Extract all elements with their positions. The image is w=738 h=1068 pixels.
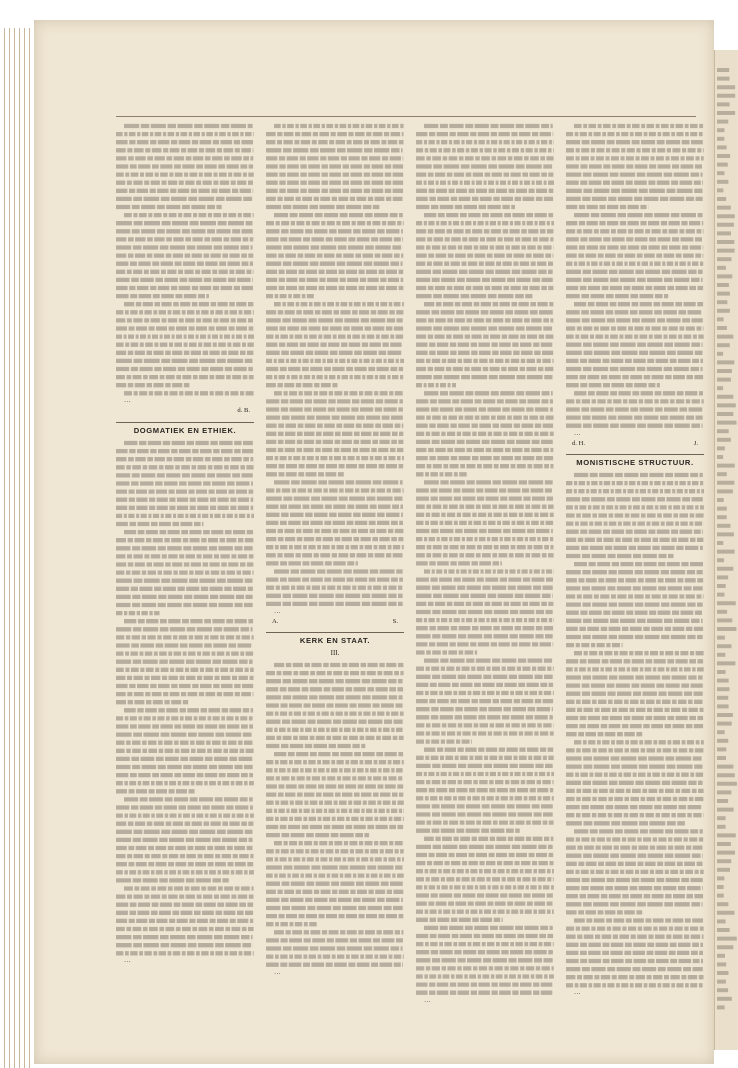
kerk-col3-text: … — [424, 996, 431, 1004]
body-text-lines — [416, 122, 554, 997]
heading-kerk-en-staat: KERK EN STAAT. — [266, 632, 404, 645]
column-1 — [116, 122, 254, 1012]
adjacent-page-text-fragments — [715, 50, 738, 1050]
book-edge — [0, 28, 34, 1068]
column-2 — [266, 122, 404, 1012]
col1-signature: d. B. — [237, 407, 250, 415]
col4-signature-right: J. — [693, 439, 698, 447]
body-text-lines — [266, 661, 404, 969]
adjacent-page-edge — [714, 50, 738, 1050]
col4-signature — [572, 440, 698, 448]
body-text-lines — [116, 439, 254, 957]
monistische-text: … — [574, 989, 581, 997]
col2-signature-left: A. — [272, 618, 279, 626]
heading-dogmatiek-en-ethiek: DOGMATIEK EN ETHIEK. — [116, 422, 254, 435]
col2-signature — [272, 618, 398, 626]
dogmatiek-text: … — [124, 957, 131, 965]
header-rule — [116, 116, 696, 117]
col4-text: … — [574, 429, 581, 437]
newspaper-page — [34, 20, 714, 1064]
column-3 — [416, 122, 554, 1012]
body-text-lines — [566, 122, 704, 430]
col2-text: … — [274, 608, 281, 615]
body-text-lines — [566, 471, 704, 989]
col1-text: … — [124, 397, 131, 405]
col2-signature-right: S. — [392, 618, 398, 626]
heading-monistische-structuur: MONISTISCHE STRUCTUUR. — [566, 454, 704, 467]
kerk-col2-text: … — [274, 969, 281, 977]
column-4 — [566, 122, 704, 1012]
col4-signature-left: d. H. — [572, 439, 586, 447]
body-text-lines — [116, 122, 254, 397]
body-text-lines — [266, 122, 404, 608]
kerk-en-staat-part-number: III. — [330, 649, 340, 658]
